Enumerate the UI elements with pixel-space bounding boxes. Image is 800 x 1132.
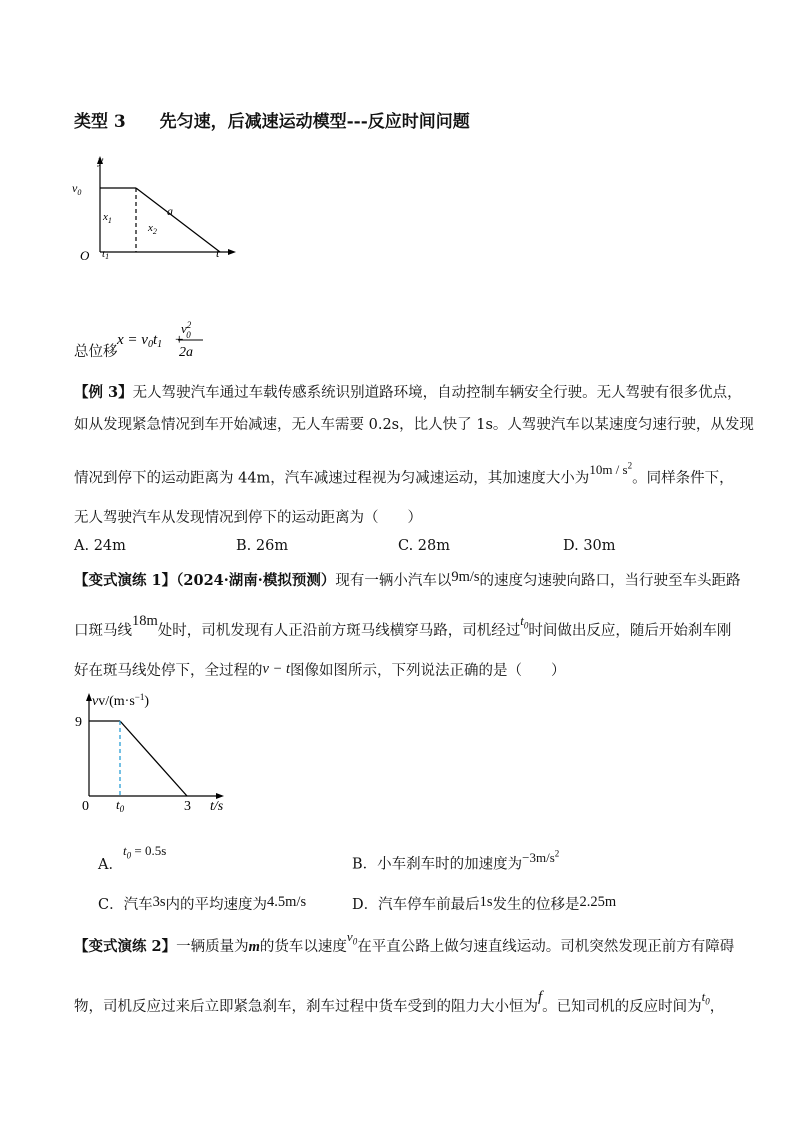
type-label: 类型 3 [74,112,126,132]
example3-option-b[interactable]: B. 26m [236,538,289,554]
mass-symbol: m [248,939,260,955]
variant2-line1: 【变式演练 2】一辆质量为m的货车以速度$v_0$在平直公路上做匀速直线运动。司机突然发现正前方有障碍 [74,929,735,955]
example3-line4: 无人驾驶汽车从发现情况到停下的运动距离为（ ） [74,510,422,526]
example3-line3: 情况到停下的运动距离为 44m，汽车减速过程视为匀减速运动，其加速度大小为$10m / s^2$。同样条件下， [74,461,734,487]
formula-numerator: $v^2$ 0 [181,320,192,340]
variant1-tag: 【变式演练 1】 [74,572,177,589]
formula-label: 总位移 [74,344,118,360]
variant1-option-c[interactable]: C．汽车3s内的平均速度为4.5m/s [98,894,307,913]
acceleration-value: $10m / s^2$ [589,461,633,478]
graph-y-tick-9: 9 [75,715,82,730]
variant1-option-d[interactable]: D．汽车停车前最后1s发生的位移是2.25m [352,894,617,913]
x1-label: $x_1$ [103,211,112,225]
t1-label: t1 [102,248,110,261]
graph-y-label: $vv/(m\cdot s^{-1})$ [92,692,150,709]
example3-option-a[interactable]: A. 24m [74,538,126,554]
section-title: 先匀速，后减速运动模型---反应时间问题 [159,112,470,132]
variant1-vt-graph [72,688,242,813]
vt-sketch-figure [70,152,245,267]
f-symbol: f [538,989,543,1005]
a-label: a [167,204,173,218]
graph-decel-line [120,721,187,796]
vt-symbol: v − t [262,661,290,677]
variant1-option-b[interactable]: B．小车刹车时的加速度为$-3m/s^2$ [352,849,560,873]
variant1-line2: 口斑马线18m处时，司机发现有人正沿前方斑马线横穿马路，司机经过$t_0$时间做出反应，随后开始刹车刚 [74,613,732,639]
y-axis-label: y [98,153,104,167]
graph-x-tick-3: 3 [184,799,191,813]
formula-lhs: $x = v_0t_1$ [117,332,163,350]
x2-label: $x_2$ [148,222,157,236]
distance-value: 18m [132,613,158,629]
variant2-tag: 【变式演练 2】 [74,938,177,955]
v0-symbol: $v_0$ [346,929,358,947]
decel-segment [136,188,220,252]
variant1-line3: 好在斑马线处停下，全过程的v − t图像如图所示，下列说法正确的是（ ） [74,661,566,679]
graph-origin: 0 [82,799,89,813]
variant1-line1: 【变式演练 1】（2024·湖南·模拟预测）现有一辆小汽车以9m/s的速度匀速驶向路口，当行驶至车头距路 [74,569,741,589]
variant1-option-a[interactable]: A．$t_0 = 0.5s$ [98,843,167,873]
graph-x-label: t/s [210,799,224,813]
origin-label: O [80,248,90,263]
t-label: t [216,246,220,260]
variant1-source: （2024·湖南·模拟预测） [176,572,336,589]
variant2-line2: 物，司机反应过来后立即紧急刹车，刹车过程中货车受到的阻力大小恒为f。已知司机的反应时间为$t_0$， [74,989,725,1015]
section-heading [74,107,470,132]
variant2-t0-symbol: $t_0$ [701,989,710,1007]
x-axis-arrow [228,249,236,255]
speed-value: 9m/s [451,569,480,585]
formula-denominator: 2a [179,345,193,360]
example3-option-d[interactable]: D. 30m [563,538,616,554]
example3-line2: 如从发现紧急情况到车开始减速，无人车需要 0.2s，比人快了 1s。人驾驶汽车以某速度匀速行驶，从发现 [74,417,754,433]
formula-plus: + [175,332,184,348]
option-a-formula: $t_0 = 0.5s$ [122,843,167,861]
example3-line1: 【例 3】无人驾驶汽车通过车载传感系统识别道路环境，自动控制车辆安全行驶。无人驾驶有很多优点， [74,384,742,401]
v0-label: $v_0$ [72,181,82,197]
example3-tag: 【例 3】 [74,384,133,401]
t0-symbol: $t_0$ [520,613,529,631]
option-b-value: $-3m/s^2$ [522,849,560,866]
example3-option-c[interactable]: C. 28m [398,538,450,554]
graph-t0-label: $t_0$ [116,797,125,813]
total-displacement-formula [115,316,215,361]
